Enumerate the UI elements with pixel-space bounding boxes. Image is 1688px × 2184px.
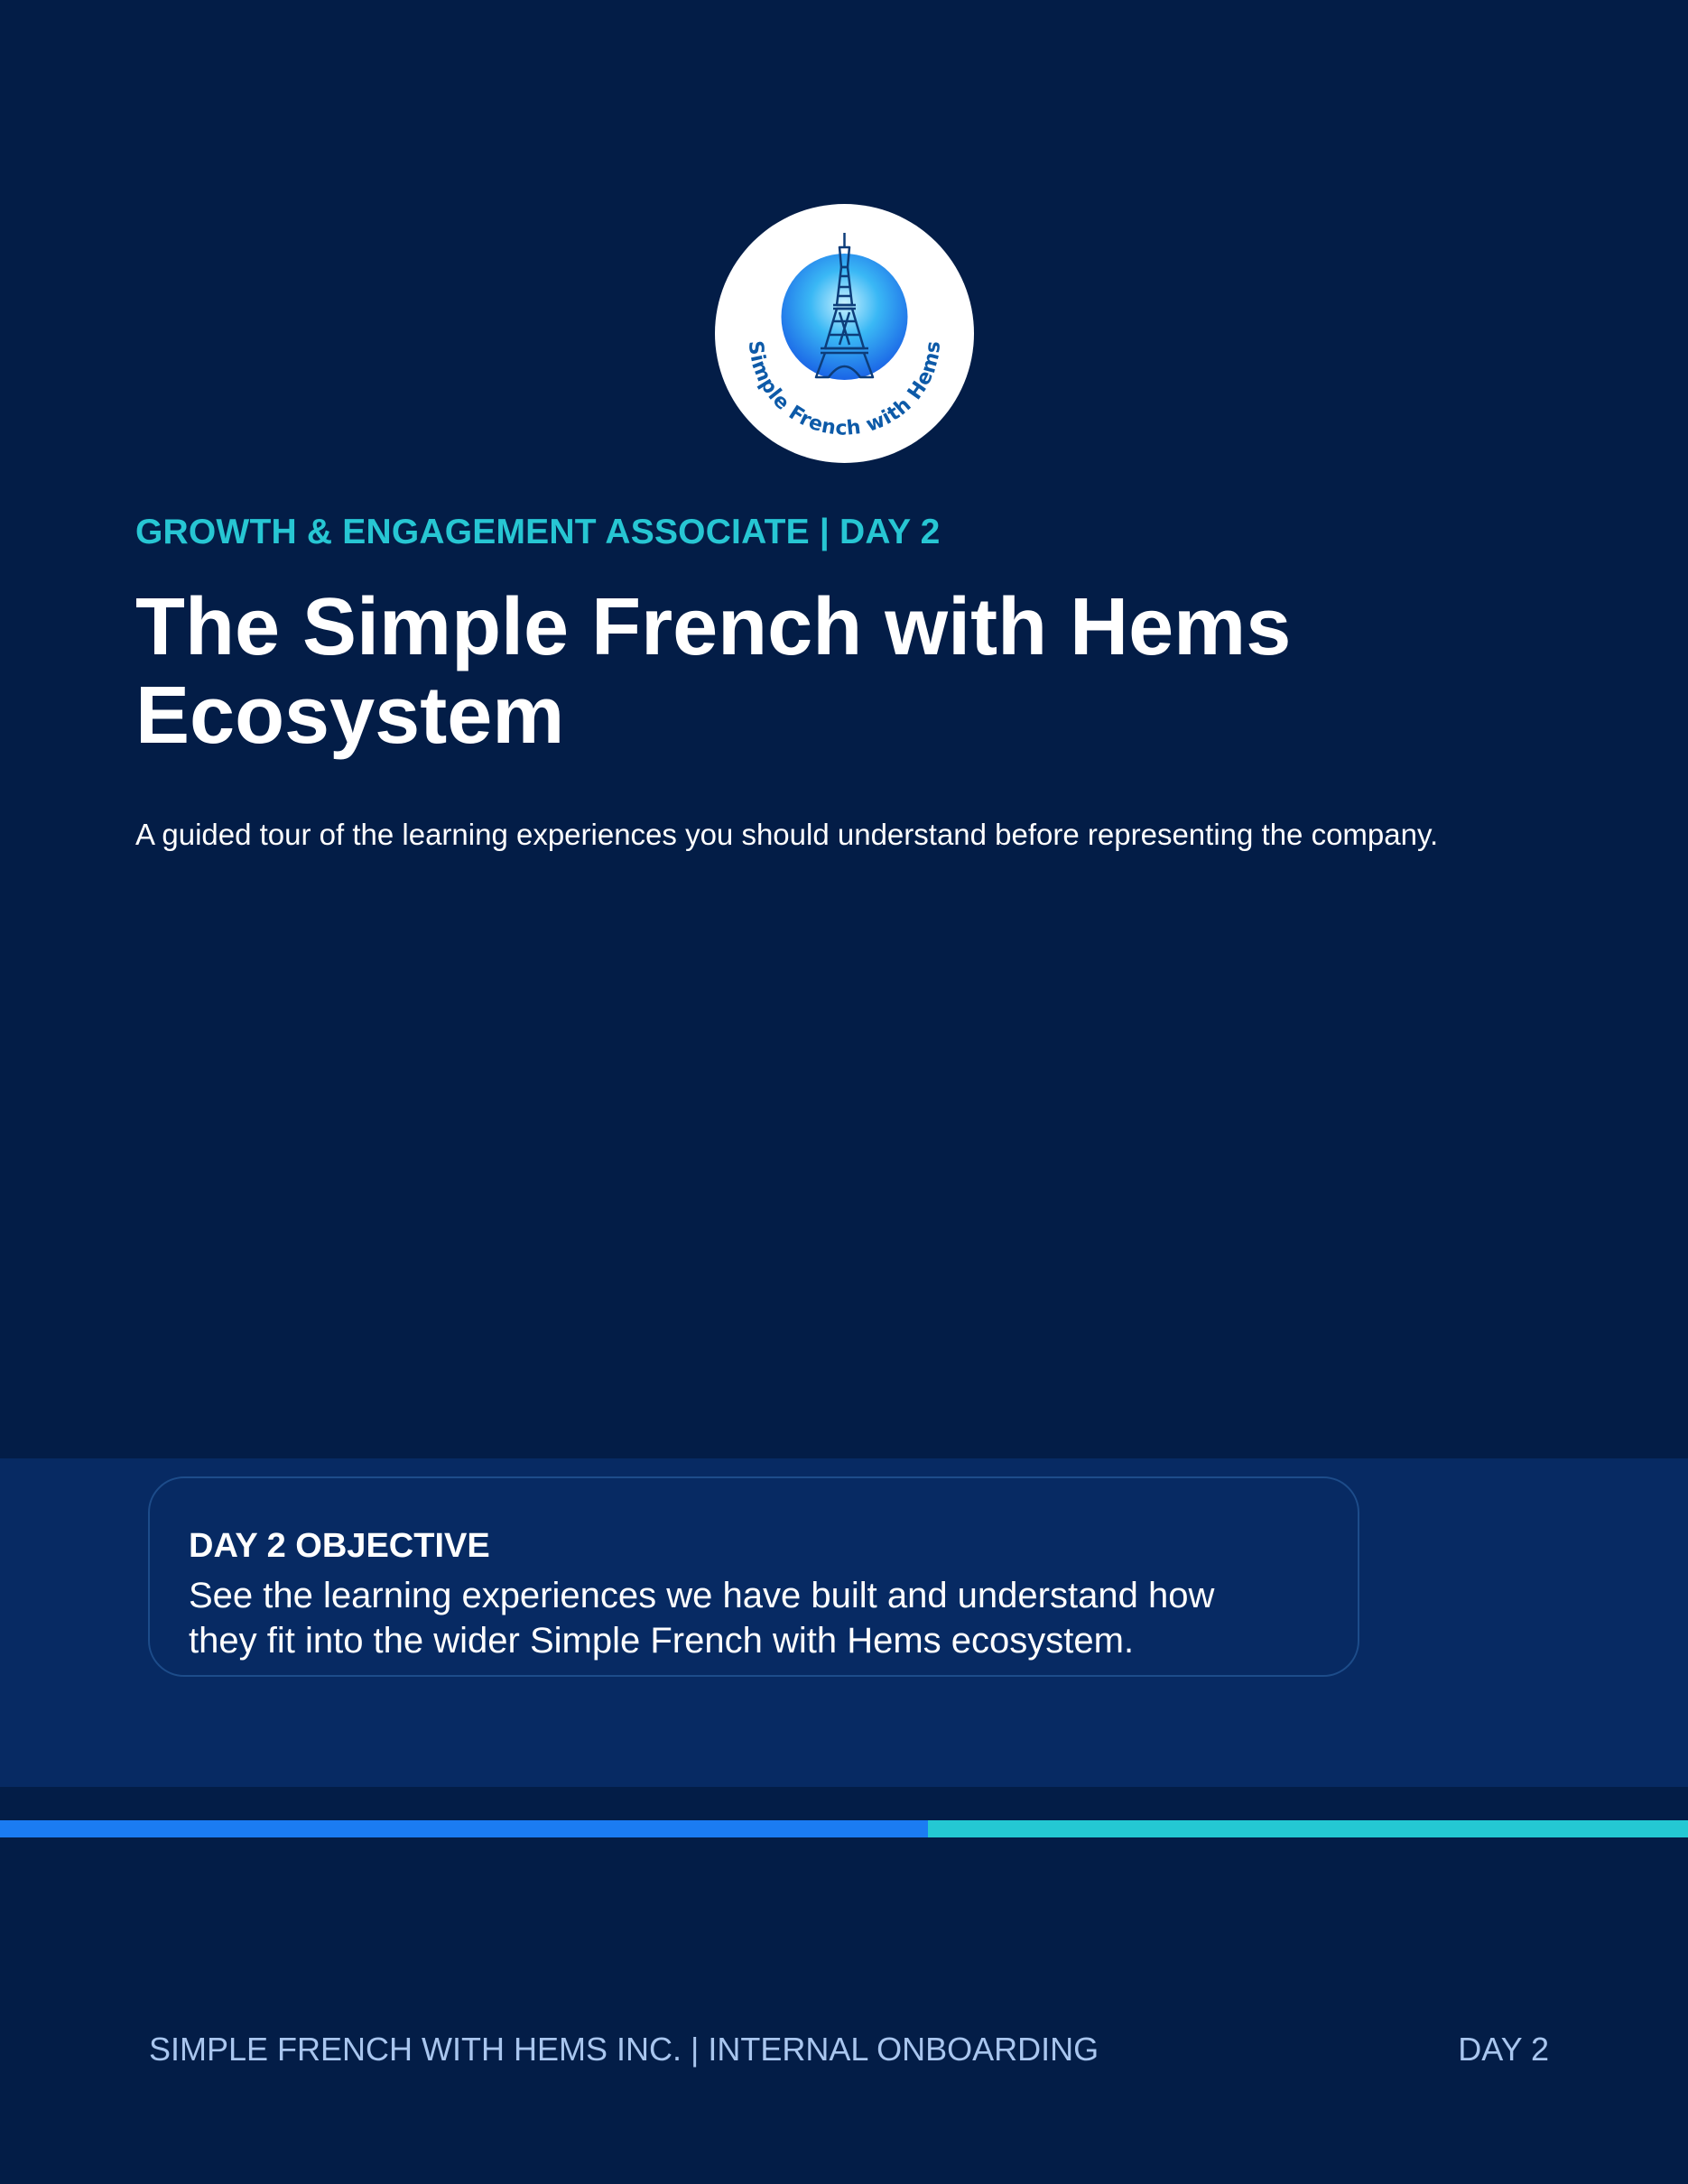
eyebrow-label: GROWTH & ENGAGEMENT ASSOCIATE | DAY 2 — [135, 513, 941, 551]
footer-day: DAY 2 — [1458, 2031, 1549, 2068]
svg-text:Simple French with Hems: Simple French with Hems — [743, 339, 946, 440]
objective-card — [148, 1476, 1359, 1677]
company-logo — [715, 204, 974, 463]
accent-stripe-blue — [0, 1820, 928, 1837]
page-title: The Simple French with Hems Ecosystem — [135, 582, 1292, 761]
eiffel-tower-icon — [715, 204, 974, 463]
footer-company: SIMPLE FRENCH WITH HEMS INC. | INTERNAL ONBOARDING — [149, 2031, 1099, 2068]
objective-text: See the learning experiences we have built and understand how they fit into the wider Simple French with Hems ecosystem. — [189, 1576, 1215, 1661]
objective-label: DAY 2 OBJECTIVE — [189, 1527, 490, 1565]
page-subtitle: A guided tour of the learning experiences you should understand before representing the company. — [135, 818, 1439, 851]
accent-stripe-cyan — [928, 1820, 1688, 1837]
